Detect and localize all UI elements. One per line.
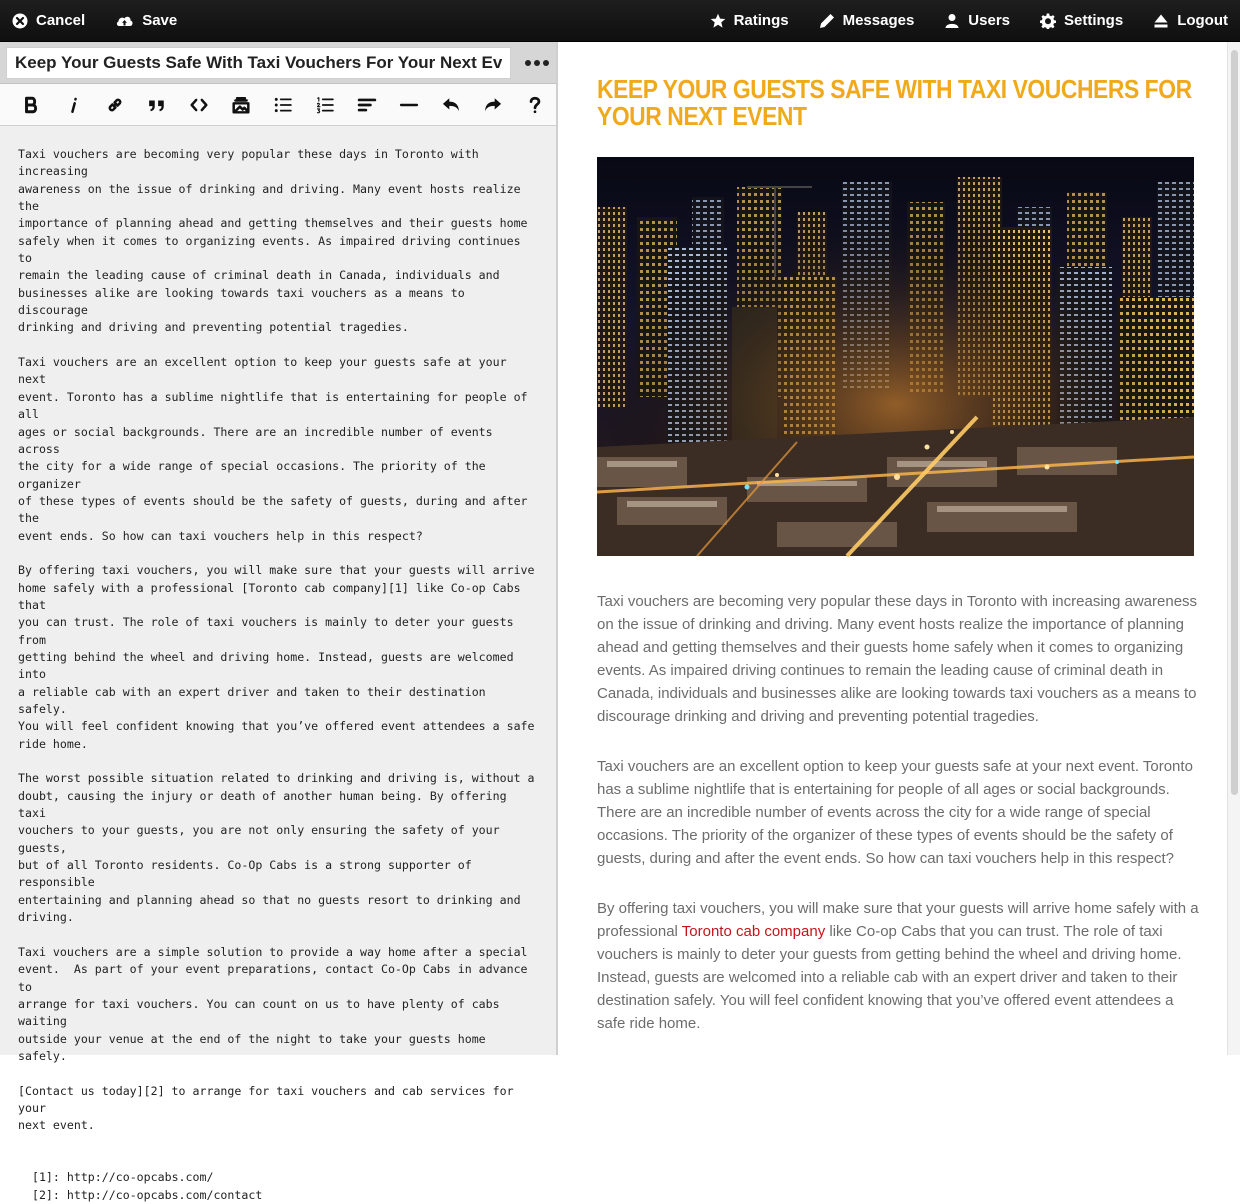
cancel-icon xyxy=(12,13,28,29)
code-icon xyxy=(190,96,208,114)
more-icon xyxy=(525,60,531,66)
ratings-label: Ratings xyxy=(733,12,789,29)
settings-label: Settings xyxy=(1064,12,1124,29)
hero-image-city-night xyxy=(597,157,1194,556)
eject-icon xyxy=(1153,13,1169,29)
bulleted-list-icon xyxy=(274,96,292,114)
markdown-source-textarea[interactable]: Taxi vouchers are becoming very popular these days in Toronto with increasing awareness on the issue of drinking and driving. Many event hosts realize the importance of planning ahead and getting themselves and their guests home safely when it comes to organizing events. As impaired driving continues to remain the leading cause of criminal death in Canada, individuals and businesses alike are looking towards taxi vouchers as a means to discourage drinking and driving and preventing potential tragedies. Taxi vouchers are an excellent option to keep your guests safe at your next event. Toronto has a sublime nightlife that is entertaining for people of all ages or social backgrounds. There are an incredible number of events across the city for a wide range of special occasions. The priority of the organizer of these types of events should be the safety of guests, during and after the event ends. So how can taxi vouchers help in this respect? By offering taxi vouchers, you will make sure that your guests will arrive home safely with a professional [Toronto cab company][1] like Co-op Cabs that you can trust. The role of taxi vouchers is mainly to deter your guests from getting behind the wheel and driving home. Instead, guests are welcomed into a reliable cab with an expert driver and taken to their destination safely. You will feel confident knowing that you’ve offered event attendees a safe ride home. The worst possible situation related to drinking and driving is, without a doubt, causing the injury or death of another human being. By offering taxi vouchers to your guests, you are not only ensuring the safety of your guests, but of all Toronto residents. Co-Op Cabs is a strong supporter of responsible entertaining and planning ahead so that no guests resort to drinking and driving. Taxi vouchers are a simple solution to provide a way home after a special event. As part of your event preparations, contact Co-Op Cabs in advance to arrange for taxi vouchers. You can count on us to have plenty of cabs waiting outside your venue at the end of the night to take your guests home safely. [Contact us today][2] to arrange for taxi vouchers and cab services for your next event. [1]: http://co-opcabs.com/ [2]: http://co-opcabs.com/contact xyxy=(18,147,535,1202)
image-button[interactable] xyxy=(220,89,262,121)
italic-icon xyxy=(64,96,82,114)
paragraph-3-text-end: like Co-op Cabs that you can trust. The role of taxi vouchers is mainly to deter your guests from getting behind the wheel and driving home. Instead, guests are welcomed into a reliable cab with an expert driver and taken to their destination safely. You will feel confident knowing that you’ve offered event attendees a safe ride home. xyxy=(597,923,1182,1032)
star-icon xyxy=(710,13,726,29)
preview-paragraph-2: Taxi vouchers are an excellent option to keep your guests safe at your next event. Toronto has a sublime nightlife that is entertaining for people of all ages or social backgrounds. There are an incredible number of events across the city for a wide range of special occasions. The priority of the organizer of these types of events should be the safety of guests, during and after the event ends. So how can taxi vouchers help in this respect? xyxy=(597,758,1193,867)
help-icon xyxy=(526,96,544,114)
preview-scrollbar[interactable] xyxy=(1227,42,1240,1055)
quote-button[interactable] xyxy=(136,89,178,121)
preview-scrollbar-thumb[interactable] xyxy=(1231,50,1238,795)
redo-button[interactable] xyxy=(472,89,514,121)
markdown-editor xyxy=(0,42,558,1202)
formatting-toolbar xyxy=(0,84,556,126)
horizontal-rule-icon xyxy=(400,96,418,114)
user-icon xyxy=(944,13,960,29)
users-button[interactable] xyxy=(944,0,1010,41)
undo-button[interactable] xyxy=(430,89,472,121)
preview-paragraph-1: Taxi vouchers are becoming very popular these days in Toronto with increasing awareness on the issue of drinking and driving. Many event hosts realize the importance of planning ahead and getting themselves and their guests home safely when it comes to organizing events. As impaired driving continues to remain the leading cause of criminal death in Canada, individuals and businesses alike are looking towards taxi vouchers as a means to discourage drinking and driving and preventing potential tragedies. xyxy=(597,593,1198,725)
numbered-list-icon xyxy=(316,96,334,114)
link-icon xyxy=(106,96,124,114)
users-label: Users xyxy=(968,12,1010,29)
heading-button[interactable] xyxy=(346,89,388,121)
top-bar-left xyxy=(0,0,207,41)
help-button[interactable] xyxy=(514,89,556,121)
preview-pane xyxy=(560,42,1227,1055)
logout-button[interactable] xyxy=(1153,0,1228,41)
preview-body xyxy=(597,590,1203,1062)
heading-icon xyxy=(358,96,376,114)
save-button[interactable] xyxy=(115,0,177,41)
numbered-list-button[interactable] xyxy=(304,89,346,121)
settings-button[interactable] xyxy=(1040,0,1123,41)
italic-button[interactable] xyxy=(52,89,94,121)
cloud-upload-icon xyxy=(115,13,134,29)
logout-label: Logout xyxy=(1177,12,1228,29)
more-icon-dot xyxy=(534,60,540,66)
save-label: Save xyxy=(142,12,178,29)
messages-button[interactable] xyxy=(819,0,915,41)
horizontal-rule-button[interactable] xyxy=(388,89,430,121)
preview-paragraph-3 xyxy=(597,897,1203,1035)
ratings-button[interactable] xyxy=(710,0,789,41)
preview-title: KEEP YOUR GUESTS SAFE WITH TAXI VOUCHERS FOR YOUR NEXT EVENT xyxy=(597,74,1192,131)
city-night-illustration xyxy=(597,157,1194,556)
redo-icon xyxy=(484,96,502,114)
code-button[interactable] xyxy=(178,89,220,121)
more-icon-dot xyxy=(543,60,549,66)
undo-icon xyxy=(442,96,460,114)
title-row xyxy=(0,42,556,84)
cancel-label: Cancel xyxy=(36,12,86,29)
image-icon xyxy=(232,96,250,114)
gear-icon xyxy=(1040,13,1056,29)
top-bar-right xyxy=(680,0,1240,41)
bold-button[interactable] xyxy=(10,89,52,121)
messages-label: Messages xyxy=(842,12,915,29)
quote-icon xyxy=(148,96,166,114)
more-options-button[interactable] xyxy=(525,60,549,66)
post-title-input[interactable] xyxy=(6,47,511,79)
cancel-button[interactable] xyxy=(12,0,85,41)
bulleted-list-button[interactable] xyxy=(262,89,304,121)
toronto-cab-company-link[interactable]: Toronto cab company xyxy=(681,923,826,940)
bold-icon xyxy=(22,96,40,114)
pencil-icon xyxy=(819,13,835,29)
paragraph-3-text-start: By offering taxi vouchers, you will make sure that your guests will arrive home safely with a professional xyxy=(597,900,1199,940)
link-button[interactable] xyxy=(94,89,136,121)
top-bar xyxy=(0,0,1240,42)
